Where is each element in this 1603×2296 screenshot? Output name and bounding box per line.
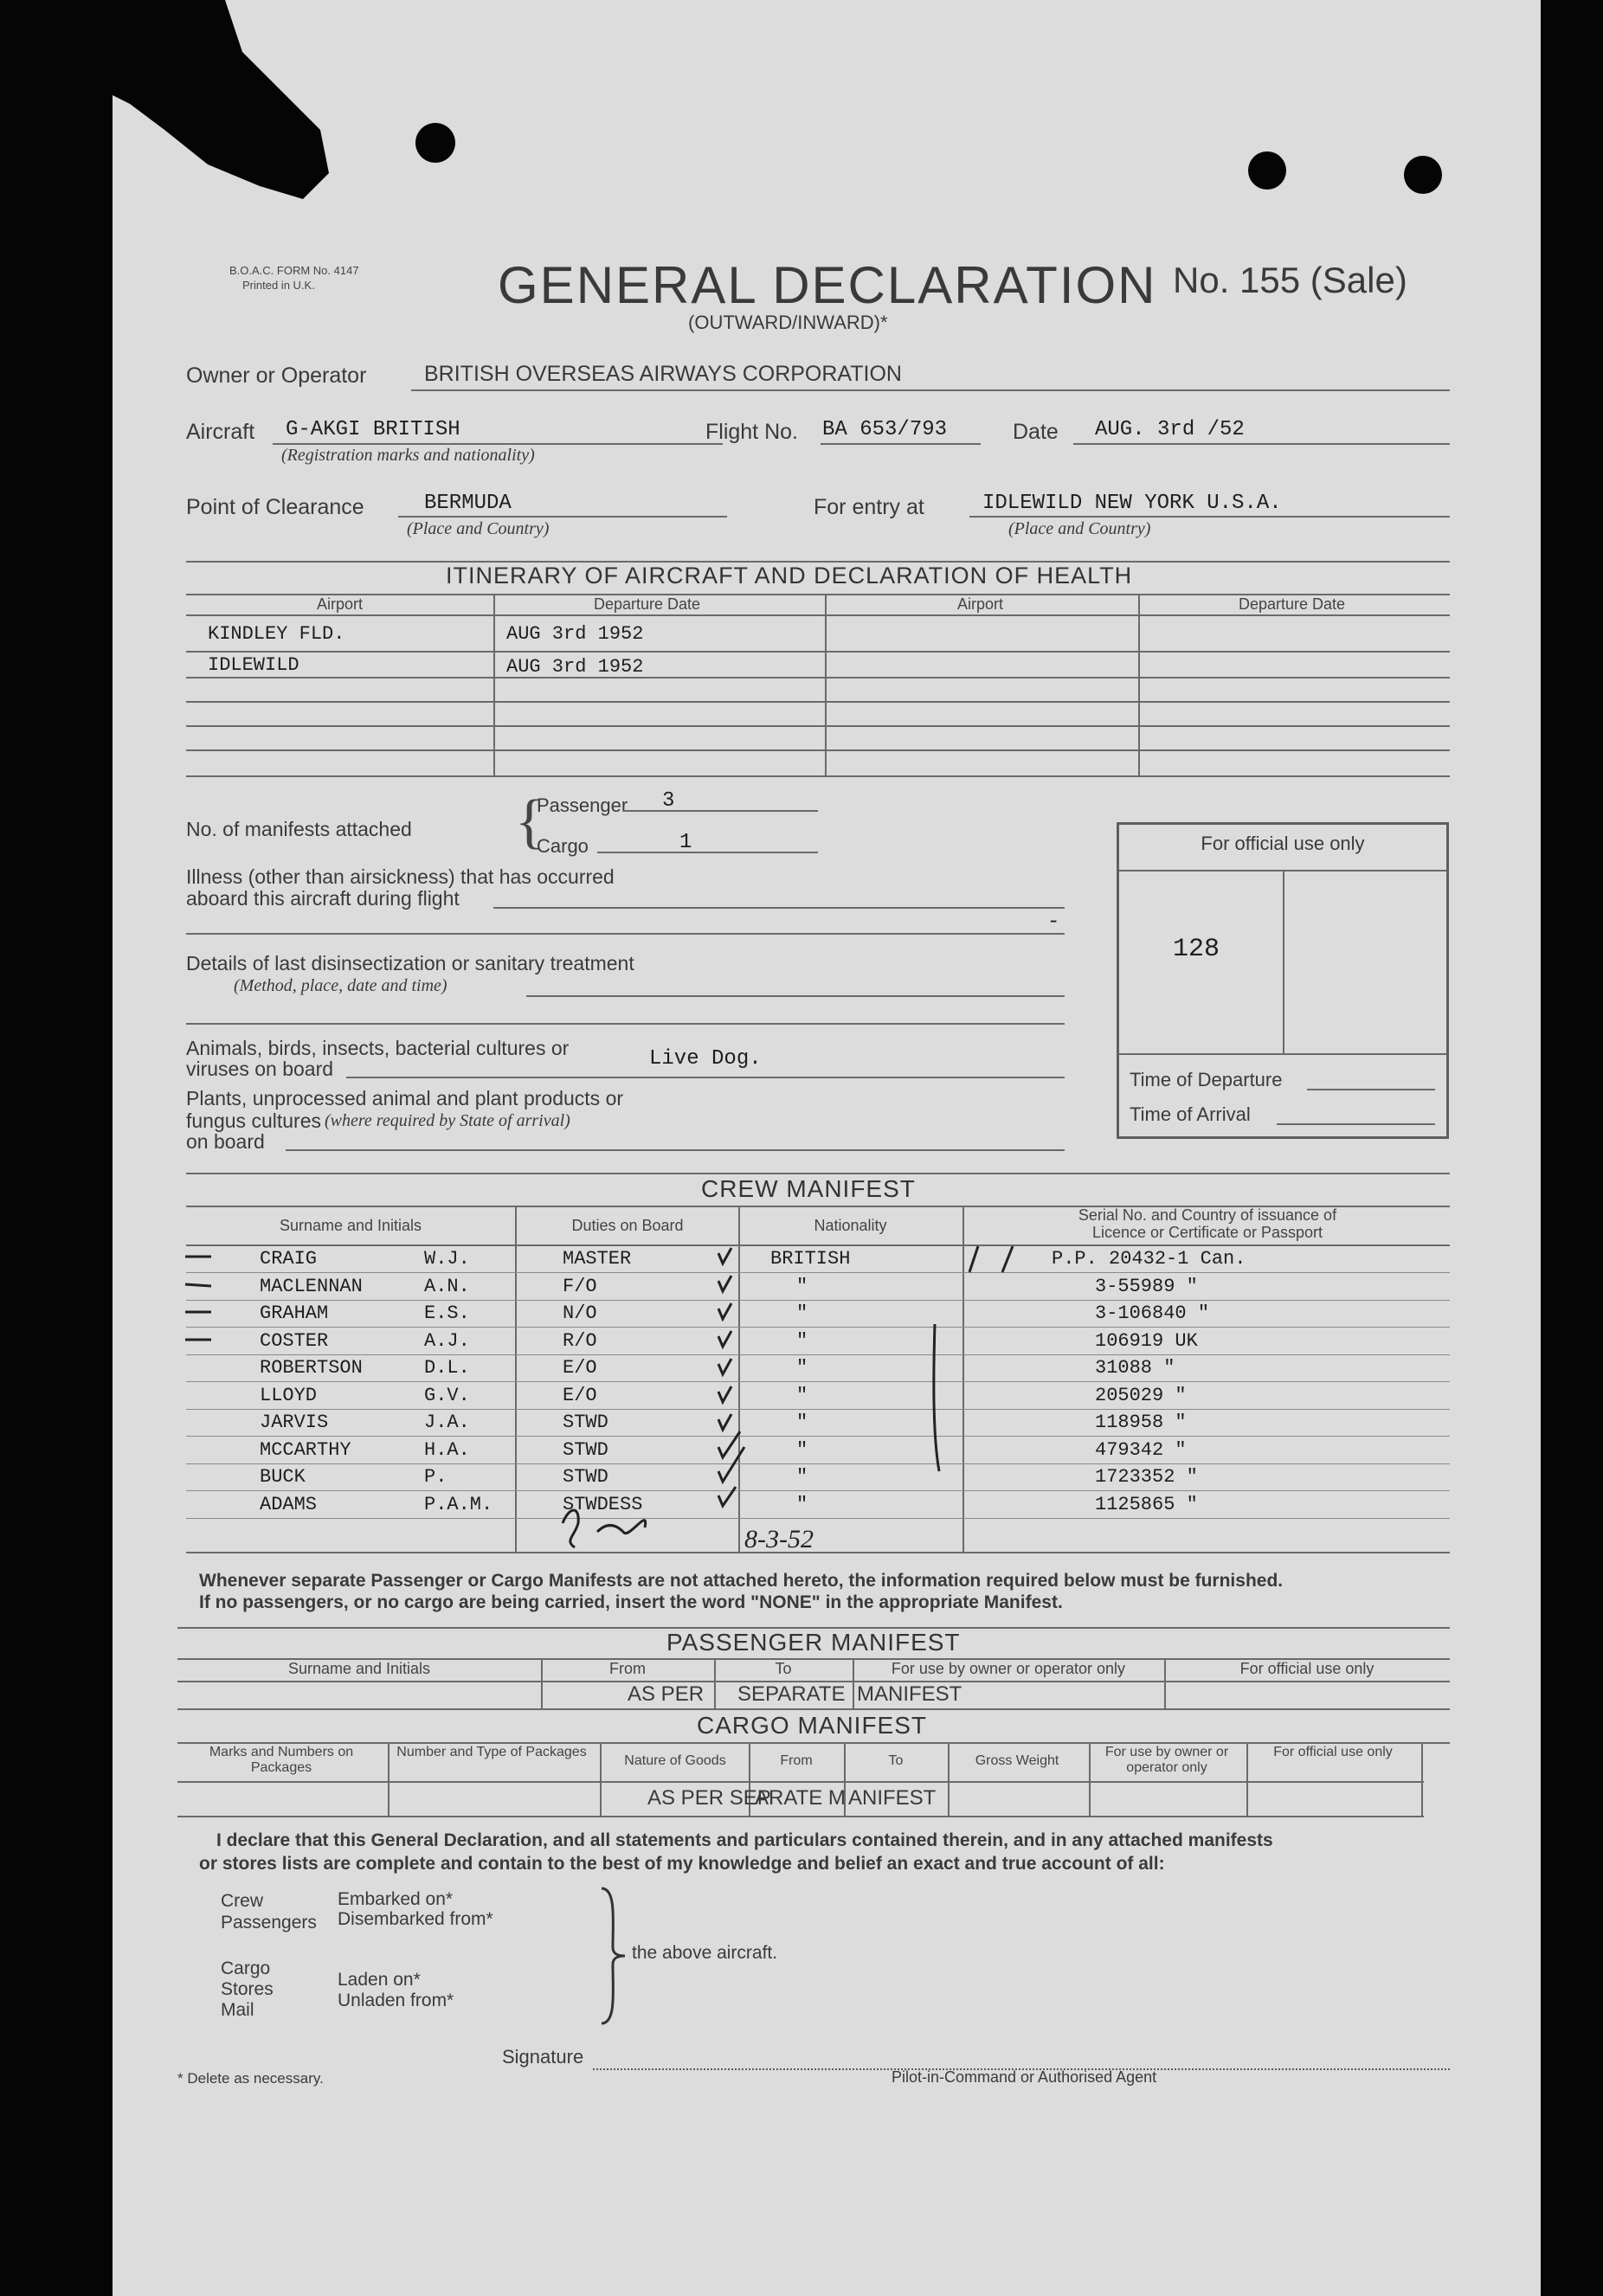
crew-nationality: " xyxy=(796,1330,808,1352)
cargo-col-nature: Nature of Goods xyxy=(624,1753,726,1768)
crew-duty: MASTER xyxy=(563,1248,632,1270)
crew-surname: GRAHAM xyxy=(260,1302,329,1324)
signature-field[interactable] xyxy=(593,2051,1450,2070)
aircraft-label: Aircraft xyxy=(186,420,255,444)
passenger-label: Passenger xyxy=(537,794,628,816)
itinerary-title: ITINERARY OF AIRCRAFT AND DECLARATION OF HEALTH xyxy=(446,563,1133,588)
decl-crew: Crew xyxy=(221,1891,264,1911)
passenger-col-official: For official use only xyxy=(1239,1660,1374,1677)
animals-value: Live Dog. xyxy=(649,1047,762,1071)
crew-col-duties: Duties on Board xyxy=(571,1217,684,1234)
passenger-bottom-rule xyxy=(177,1708,1450,1710)
crew-nationality: BRITISH xyxy=(770,1248,851,1270)
cargo-row-from: ARATE M xyxy=(755,1786,846,1810)
passenger-col-owner: For use by owner or operator only xyxy=(891,1660,1126,1677)
passenger-row-to: SEPARATE xyxy=(737,1682,846,1706)
crew-nationality: " xyxy=(796,1302,808,1324)
passenger-divider xyxy=(853,1658,854,1708)
crew-surname: MACLENNAN xyxy=(260,1276,363,1297)
crew-nationality: " xyxy=(796,1357,808,1379)
manifests-brace: { xyxy=(515,788,544,855)
itinerary-col-date-2: Departure Date xyxy=(1238,595,1346,613)
plants-label-2: fungus cultures xyxy=(186,1109,321,1132)
cargo-col-marks: Marks and Numbers on Packages xyxy=(209,1745,354,1775)
crew-duty: STWD xyxy=(563,1466,608,1488)
itinerary-date-1: AUG 3rd 1952 xyxy=(506,623,644,645)
itinerary-col-date: Departure Date xyxy=(593,595,701,613)
crew-title: CREW MANIFEST xyxy=(701,1175,916,1202)
crew-duty: E/O xyxy=(563,1385,597,1406)
crew-surname: CRAIG xyxy=(260,1248,318,1270)
cargo-col-number: Number and Type of Packages xyxy=(396,1745,587,1759)
cargo-label: Cargo xyxy=(537,835,589,857)
itinerary-col-airport: Airport xyxy=(316,595,363,613)
crew-nationality: " xyxy=(796,1276,808,1297)
crew-serial: 3-106840 " xyxy=(1095,1302,1210,1324)
decl-stores: Stores xyxy=(221,1979,274,1999)
official-number: 128 xyxy=(1173,935,1220,964)
crew-duty: STWD xyxy=(563,1439,608,1461)
clearance-value: BERMUDA xyxy=(424,492,512,515)
passenger-value: 3 xyxy=(662,789,675,813)
passenger-col-surname: Surname and Initials xyxy=(287,1660,431,1677)
passenger-divider xyxy=(714,1658,716,1708)
owner-label: Owner or Operator xyxy=(186,363,367,388)
handwritten-annotations xyxy=(113,0,1541,1575)
crew-initials: G.V. xyxy=(424,1385,470,1406)
animals-label-2: viruses on board xyxy=(186,1058,334,1080)
owner-value: BRITISH OVERSEAS AIRWAYS CORPORATION xyxy=(424,362,902,386)
signature-caption: Pilot-in-Command or Authorised Agent xyxy=(892,2068,1157,2086)
crew-serial: 205029 " xyxy=(1095,1385,1187,1406)
animals-label: Animals, birds, insects, bacterial cultures or xyxy=(186,1037,570,1059)
illness-label-2: aboard this aircraft during flight xyxy=(186,887,460,910)
passenger-row-owner: MANIFEST xyxy=(857,1682,962,1706)
aircraft-value: G-AKGI BRITISH xyxy=(286,418,460,441)
plants-label-3: on board xyxy=(186,1130,265,1153)
decl-passengers: Passengers xyxy=(221,1913,317,1933)
crew-nationality: " xyxy=(796,1385,808,1406)
crew-initials: P. xyxy=(424,1466,447,1488)
date-label: Date xyxy=(1013,420,1059,444)
official-use-title: For official use only xyxy=(1201,833,1365,854)
cargo-divider xyxy=(1246,1742,1248,1816)
crew-duty: STWDESS xyxy=(563,1494,643,1515)
crew-col-serial: Serial No. and Country of issuance of xyxy=(1078,1206,1337,1224)
crew-initials: W.J. xyxy=(424,1248,470,1270)
plants-label: Plants, unprocessed animal and plant products or xyxy=(186,1087,624,1109)
crew-serial: 1723352 " xyxy=(1095,1466,1198,1488)
crew-surname: BUCK xyxy=(260,1466,306,1488)
passenger-divider xyxy=(541,1658,543,1708)
crew-col-surname: Surname and Initials xyxy=(279,1217,422,1234)
crew-duty: R/O xyxy=(563,1330,597,1352)
aircraft-note: (Registration marks and nationality) xyxy=(281,446,535,465)
crew-initials: A.J. xyxy=(424,1330,470,1352)
signature-label: Signature xyxy=(502,2046,584,2068)
decl-aircraft: the above aircraft. xyxy=(632,1943,778,1963)
date-value: AUG. 3rd /52 xyxy=(1095,418,1245,441)
decl-cargo: Cargo xyxy=(221,1958,271,1978)
crew-serial: 118958 " xyxy=(1095,1412,1187,1433)
time-of-departure-label: Time of Departure xyxy=(1130,1069,1283,1090)
crew-surname: JARVIS xyxy=(260,1412,329,1433)
crew-initials: D.L. xyxy=(424,1357,470,1379)
crew-serial: 31088 " xyxy=(1095,1357,1175,1379)
itinerary-date-2: AUG 3rd 1952 xyxy=(506,656,644,678)
decl-unladen: Unladen from* xyxy=(338,1991,454,2010)
crew-serial: 3-55989 " xyxy=(1095,1276,1198,1297)
passenger-col-to: To xyxy=(775,1660,792,1677)
itinerary-airport-2: IDLEWILD xyxy=(208,654,299,676)
cargo-col-weight: Gross Weight xyxy=(975,1753,1059,1768)
decl-mail: Mail xyxy=(221,2000,254,2020)
crew-surname: MCCARTHY xyxy=(260,1439,351,1461)
cargo-manifest-title: CARGO MANIFEST xyxy=(697,1712,928,1739)
cargo-col-official: For official use only xyxy=(1273,1745,1393,1759)
cargo-bottom-rule xyxy=(177,1816,1424,1817)
clearance-label: Point of Clearance xyxy=(186,495,364,519)
crew-nationality: " xyxy=(796,1412,808,1433)
crew-nationality: " xyxy=(796,1494,808,1515)
cargo-divider xyxy=(948,1742,950,1816)
crew-nationality: " xyxy=(796,1439,808,1461)
crew-initials: P.A.M. xyxy=(424,1494,493,1515)
printed-in: Printed in U.K. xyxy=(242,279,315,292)
disinsect-note: (Method, place, date and time) xyxy=(234,976,447,995)
entry-value: IDLEWILD NEW YORK U.S.A. xyxy=(982,492,1282,515)
crew-col-nationality: Nationality xyxy=(814,1217,887,1234)
crew-surname: COSTER xyxy=(260,1330,329,1352)
crew-initials: H.A. xyxy=(424,1439,470,1461)
manifests-label: No. of manifests attached xyxy=(186,818,412,840)
crew-nationality: " xyxy=(796,1466,808,1488)
cargo-col-to: To xyxy=(888,1753,904,1768)
decl-embarked: Embarked on* xyxy=(338,1889,454,1909)
crew-surname: LLOYD xyxy=(260,1385,318,1406)
entry-label: For entry at xyxy=(814,495,924,519)
flight-value: BA 653/793 xyxy=(822,418,948,441)
passenger-manifest-title: PASSENGER MANIFEST xyxy=(666,1629,961,1656)
decl-laden: Laden on* xyxy=(338,1970,421,1990)
crew-col-serial-2: Licence or Certificate or Passport xyxy=(1091,1224,1323,1241)
declaration-brace xyxy=(597,1887,632,2025)
passenger-row-from: AS PER xyxy=(628,1682,705,1706)
crew-serial: 1125865 " xyxy=(1095,1494,1198,1515)
delete-note: * Delete as necessary. xyxy=(177,2070,324,2087)
cargo-divider xyxy=(600,1742,602,1816)
form-subtitle: (OUTWARD/INWARD)* xyxy=(688,312,888,333)
form-page xyxy=(113,0,1541,2296)
crew-duty: E/O xyxy=(563,1357,597,1379)
cargo-row-nature: AS PER SEP xyxy=(647,1786,771,1810)
form-code: B.O.A.C. FORM No. 4147 xyxy=(229,264,359,277)
declaration-line-2: or stores lists are complete and contain to the best of my knowledge and belief an exact and true account of all: xyxy=(199,1854,1165,1874)
flight-label: Flight No. xyxy=(705,420,798,444)
crew-serial: 479342 " xyxy=(1095,1439,1187,1461)
passenger-col-from: From xyxy=(609,1660,646,1677)
illness-label: Illness (other than airsickness) that has occurred xyxy=(186,865,615,888)
crew-initials: E.S. xyxy=(424,1302,470,1324)
illness-value: - xyxy=(1047,910,1060,934)
passenger-divider xyxy=(1164,1658,1166,1708)
crew-surname: ROBERTSON xyxy=(260,1357,363,1379)
cargo-col-owner: For use by owner or operator only xyxy=(1104,1745,1229,1775)
notice-1: Whenever separate Passenger or Cargo Manifests are not attached hereto, the information required below must be furnished. xyxy=(199,1571,1284,1591)
notice-2: If no passengers, or no cargo are being carried, insert the word "NONE" in the appropriate Manifest. xyxy=(199,1592,1063,1612)
handwritten-date: 8-3-52 xyxy=(744,1525,814,1553)
decl-disembarked: Disembarked from* xyxy=(338,1909,493,1929)
itinerary-airport-1: KINDLEY FLD. xyxy=(208,623,345,645)
declaration-line-1: I declare that this General Declaration, and all statements and particulars contained therein, and in any attached manifests xyxy=(216,1830,1273,1850)
cargo-row-to: ANIFEST xyxy=(848,1786,937,1810)
form-title: GENERAL DECLARATION xyxy=(498,256,1157,314)
cargo-divider xyxy=(1089,1742,1091,1816)
crew-serial: P.P. 20432-1 Can. xyxy=(1052,1248,1246,1270)
entry-note: (Place and Country) xyxy=(1008,519,1151,538)
cargo-row-rule xyxy=(177,1781,1424,1783)
crew-duty: F/O xyxy=(563,1276,597,1297)
cargo-divider xyxy=(1421,1742,1423,1816)
crew-initials: A.N. xyxy=(424,1276,470,1297)
disinsect-label: Details of last disinsectization or sanitary treatment xyxy=(186,952,634,974)
clearance-note: (Place and Country) xyxy=(407,519,550,538)
time-of-arrival-label: Time of Arrival xyxy=(1130,1103,1251,1125)
crew-initials: J.A. xyxy=(424,1412,470,1433)
crew-serial: 106919 UK xyxy=(1095,1330,1198,1352)
crew-duty: N/O xyxy=(563,1302,597,1324)
crew-duty: STWD xyxy=(563,1412,608,1433)
cargo-header-rule xyxy=(177,1742,1450,1744)
plants-note: (where required by State of arrival) xyxy=(325,1111,570,1130)
cargo-divider xyxy=(388,1742,389,1816)
declaration-number: No. 155 (Sale) xyxy=(1173,260,1407,300)
cargo-col-from: From xyxy=(780,1753,813,1768)
crew-surname: ADAMS xyxy=(260,1494,318,1515)
itinerary-col-airport-2: Airport xyxy=(956,595,1003,613)
cargo-value: 1 xyxy=(679,831,692,854)
